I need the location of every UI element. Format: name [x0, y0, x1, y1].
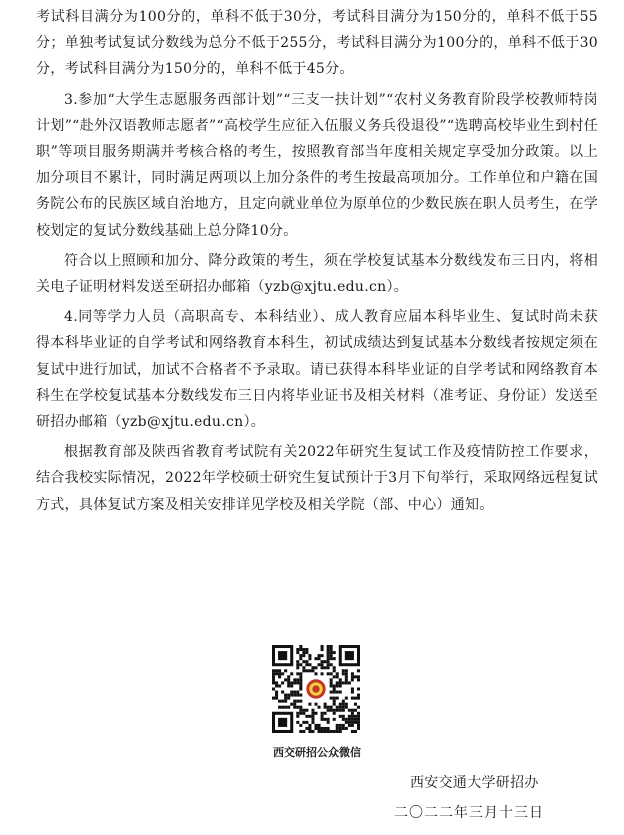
paragraph-score-lines: 考试科目满分为100分的，单科不低于30分，考试科目满分为150分的，单科不低于55分；单独考试复试分数线为总分不低于255分，考试科目满分为100分的，单科不低于30分，考试科目满分为150分的，单科不低于45分。: [36, 9, 598, 78]
qr-code-icon: [272, 645, 360, 733]
paragraph-bonus-policy: 3.参加“大学生志愿服务西部计划”“三支一扶计划”“农村义务教育阶段学校教师特岗计划”“赴外汉语教师志愿者”“高校学生应征入伍服义务兵役退役”“选聘高校毕业生到村任职”等项目服务期满并考核合格的考生，按照教育部当年度相关规定享受加分政策。以上加分项目不累计，同时满足两项以上加分条件的考生按最高项加分。工作单位和户籍在国务院公布的民族区域自治地方，且定向就业单位为原单位的少数民族在职人员考生，在学校划定的复试分数线基础上总分降10分。: [36, 91, 598, 239]
paragraph-submit-proof: 符合以上照顾和加分、降分政策的考生，须在学校复试基本分数线发布三日内，将相关电子证明材料发送至研招办邮箱（yzb@xjtu.edu.cn）。: [36, 252, 598, 296]
signature-organization: 西安交通大学研招办: [410, 775, 539, 791]
signature-date: 二〇二二年三月十三日: [394, 805, 544, 821]
paragraph-equivalent-candidates: 4.同等学力人员（高职高专、本科结业）、成人教育应届本科毕业生、复试时尚未获得本科毕业证的自学考试和网络教育本科生，初试成绩达到复试基本分数线者按规定须在复试中进行加试，加试不合格者不予录取。请已获得本科毕业证的自学考试和网络教育本科生在学校复试基本分数线发布三日内将毕业证书及相关材料（准考证、身份证）发送至研招办邮箱（yzb@xjtu.edu.cn）。: [36, 309, 598, 431]
qr-caption: 西交研招公众微信: [273, 746, 361, 759]
wechat-qr-code: [272, 645, 362, 733]
paragraph-retest-schedule: 根据教育部及陕西省教育考试院有关2022年研究生复试工作及疫情防控工作要求，结合我校实际情况，2022年学校硕士研究生复试预计于3月下旬举行，采取网络远程复试方式，具体复试方案及相关安排详见学校及相关学院（部、中心）通知。: [36, 444, 598, 513]
